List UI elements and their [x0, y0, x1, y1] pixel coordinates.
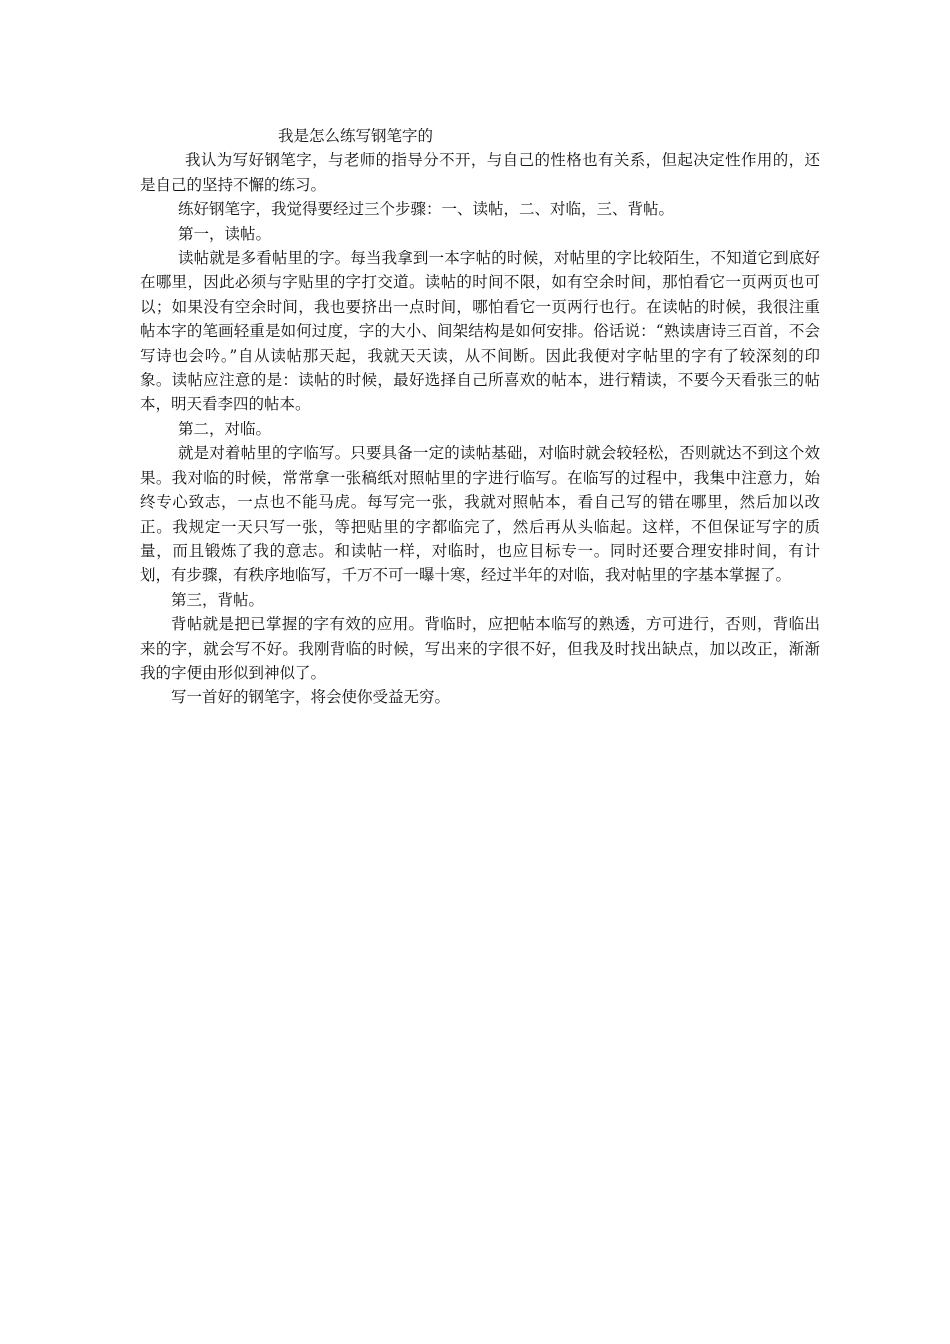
document-title: 我是怎么练写钢笔字的 [278, 127, 434, 145]
heading-step-one: 第一，读帖。 [178, 224, 272, 243]
heading-step-three: 第三，背帖。 [171, 590, 265, 609]
paragraph-steps: 练好钢笔字，我觉得要经过三个步骤：一、读帖，二、对临，三、背帖。 [178, 200, 675, 219]
paragraph-conclusion: 写一首好的钢笔字，将会使你受益无穷。 [171, 688, 451, 707]
document-body [140, 124, 820, 710]
paragraph-step-one: 读帖就是多看帖里的字。每当我拿到一本字帖的时候，对帖里的字比较陌生，不知道它到底好在哪里，因此必须与字贴里的字打交道。读帖的时间不限，如有空余时间，那怕看它一页两页也可以；如果没有空余时间，我也要挤出一点时间，哪怕看它一页两行也行。在读帖的时候，我很注重帖本字的笔画轻重是如何过度，字的大小、间架结构是如何安排。俗话说：“熟读唐诗三百首，不会写诗也会吟。”自从读帖那天起，我就天天读，从不间断。因此我便对字帖里的字有了较深刻的印象。读帖应注意的是：读帖的时候，最好选择自己所喜欢的帖本，进行精读，不要今天看张三的帖本，明天看李四的帖本。 [140, 249, 820, 414]
paragraph-step-three: 背帖就是把已掌握的字有效的应用。背临时，应把帖本临写的熟透，方可进行，否则，背临出来的字，就会写不好。我刚背临的时候，写出来的字很不好，但我及时找出缺点，加以改正，渐渐我的字便由形似到神似了。 [140, 615, 820, 682]
paragraph-intro: 我认为写好钢笔字，与老师的指导分不开，与自己的性格也有关系，但起决定性作用的，还是自己的坚持不懈的练习。 [140, 151, 820, 194]
paragraph-step-two: 就是对着帖里的字临写。只要具备一定的读帖基础，对临时就会较轻松，否则就达不到这个效果。我对临的时候，常常拿一张稿纸对照帖里的字进行临写。在临写的过程中，我集中注意力，始终专心致志，一点也不能马虎。每写完一张，我就对照帖本，看自己写的错在哪里，然后加以改正。我规定一天只写一张，等把贴里的字都临完了，然后再从头临起。这样，不但保证写字的质量，而且锻炼了我的意志。和读帖一样，对临时，也应目标专一。同时还要合理安排时间，有计划，有步骤，有秩序地临写，千万不可一曝十寒，经过半年的对临，我对帖里的字基本掌握了。 [140, 444, 820, 585]
heading-step-two: 第二，对临。 [178, 419, 272, 438]
